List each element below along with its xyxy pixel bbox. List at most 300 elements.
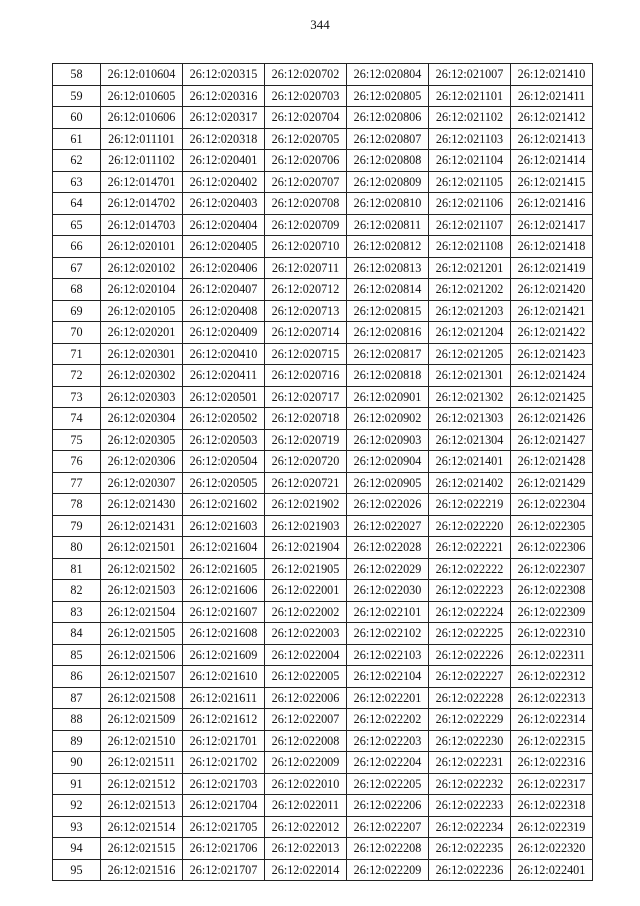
- cadastral-number-cell: 26:12:021702: [183, 752, 265, 774]
- row-number: 92: [53, 795, 101, 817]
- cadastral-number-cell: 26:12:021419: [511, 257, 593, 279]
- cadastral-number-cell: 26:12:020502: [183, 408, 265, 430]
- cadastral-number-cell: 26:12:022310: [511, 623, 593, 645]
- cadastral-number-cell: 26:12:021108: [429, 236, 511, 258]
- cadastral-number-cell: 26:12:022401: [511, 859, 593, 881]
- cadastral-number-cell: 26:12:022318: [511, 795, 593, 817]
- table-row: [53, 773, 593, 795]
- cadastral-number-cell: 26:12:020411: [183, 365, 265, 387]
- row-number: 89: [53, 730, 101, 752]
- cadastral-number-cell: 26:12:020105: [101, 300, 183, 322]
- cadastral-number-cell: 26:12:022207: [347, 816, 429, 838]
- table-row: [53, 107, 593, 129]
- row-number: 58: [53, 64, 101, 86]
- table-row: [53, 279, 593, 301]
- table-row: [53, 472, 593, 494]
- cadastral-number-cell: 26:12:022009: [265, 752, 347, 774]
- cadastral-number-cell: 26:12:020709: [265, 214, 347, 236]
- cadastral-number-cell: 26:12:021603: [183, 515, 265, 537]
- cadastral-number-cell: 26:12:022011: [265, 795, 347, 817]
- cadastral-number-cell: 26:12:021105: [429, 171, 511, 193]
- cadastral-number-cell: 26:12:020401: [183, 150, 265, 172]
- cadastral-number-cell: 26:12:021201: [429, 257, 511, 279]
- row-number: 87: [53, 687, 101, 709]
- table-row: [53, 257, 593, 279]
- cadastral-number-cell: 26:12:022204: [347, 752, 429, 774]
- cadastral-number-cell: 26:12:020807: [347, 128, 429, 150]
- cadastral-number-cell: 26:12:022230: [429, 730, 511, 752]
- table-row: [53, 838, 593, 860]
- cadastral-number-cell: 26:12:022234: [429, 816, 511, 838]
- table-row: [53, 128, 593, 150]
- cadastral-number-cell: 26:12:022004: [265, 644, 347, 666]
- cadastral-number-cell: 26:12:022219: [429, 494, 511, 516]
- cadastral-number-cell: 26:12:022205: [347, 773, 429, 795]
- cadastral-number-cell: 26:12:022012: [265, 816, 347, 838]
- cadastral-number-cell: 26:12:020101: [101, 236, 183, 258]
- row-number: 62: [53, 150, 101, 172]
- cadastral-number-cell: 26:12:021301: [429, 365, 511, 387]
- cadastral-number-cell: 26:12:020720: [265, 451, 347, 473]
- cadastral-number-cell: 26:12:022013: [265, 838, 347, 860]
- cadastral-number-cell: 26:12:021905: [265, 558, 347, 580]
- cadastral-number-cell: 26:12:021501: [101, 537, 183, 559]
- cadastral-number-cell: 26:12:020408: [183, 300, 265, 322]
- cadastral-number-cell: 26:12:021303: [429, 408, 511, 430]
- cadastral-number-cell: 26:12:014703: [101, 214, 183, 236]
- cadastral-number-cell: 26:12:022028: [347, 537, 429, 559]
- cadastral-number-cell: 26:12:021704: [183, 795, 265, 817]
- cadastral-number-cell: 26:12:020718: [265, 408, 347, 430]
- cadastral-number-cell: 26:12:022306: [511, 537, 593, 559]
- row-number: 75: [53, 429, 101, 451]
- cadastral-number-cell: 26:12:010606: [101, 107, 183, 129]
- cadastral-number-cell: 26:12:022305: [511, 515, 593, 537]
- table-row: [53, 494, 593, 516]
- cadastral-number-cell: 26:12:022006: [265, 687, 347, 709]
- row-number: 76: [53, 451, 101, 473]
- cadastral-number-cell: 26:12:021414: [511, 150, 593, 172]
- cadastral-number-cell: 26:12:020505: [183, 472, 265, 494]
- table-row: [53, 859, 593, 881]
- cadastral-number-cell: 26:12:020717: [265, 386, 347, 408]
- cadastral-number-cell: 26:12:011102: [101, 150, 183, 172]
- cadastral-number-cell: 26:12:020405: [183, 236, 265, 258]
- cadastral-number-cell: 26:12:020808: [347, 150, 429, 172]
- cadastral-table: [52, 63, 593, 881]
- cadastral-number-cell: 26:12:021516: [101, 859, 183, 881]
- cadastral-number-cell: 26:12:022313: [511, 687, 593, 709]
- cadastral-number-cell: 26:12:022221: [429, 537, 511, 559]
- cadastral-number-cell: 26:12:021401: [429, 451, 511, 473]
- cadastral-number-cell: 26:12:021510: [101, 730, 183, 752]
- cadastral-number-cell: 26:12:022232: [429, 773, 511, 795]
- cadastral-number-cell: 26:12:014701: [101, 171, 183, 193]
- cadastral-number-cell: 26:12:022103: [347, 644, 429, 666]
- cadastral-number-cell: 26:12:022236: [429, 859, 511, 881]
- cadastral-number-cell: 26:12:020102: [101, 257, 183, 279]
- cadastral-number-cell: 26:12:022026: [347, 494, 429, 516]
- cadastral-number-cell: 26:12:021903: [265, 515, 347, 537]
- cadastral-number-cell: 26:12:020721: [265, 472, 347, 494]
- cadastral-number-cell: 26:12:021420: [511, 279, 593, 301]
- cadastral-number-cell: 26:12:022027: [347, 515, 429, 537]
- row-number: 67: [53, 257, 101, 279]
- cadastral-number-cell: 26:12:021512: [101, 773, 183, 795]
- table-row: [53, 322, 593, 344]
- cadastral-number-cell: 26:12:021430: [101, 494, 183, 516]
- cadastral-number-cell: 26:12:021417: [511, 214, 593, 236]
- cadastral-number-cell: 26:12:022314: [511, 709, 593, 731]
- row-number: 95: [53, 859, 101, 881]
- row-number: 80: [53, 537, 101, 559]
- cadastral-number-cell: 26:12:022208: [347, 838, 429, 860]
- cadastral-number-cell: 26:12:022227: [429, 666, 511, 688]
- cadastral-number-cell: 26:12:020810: [347, 193, 429, 215]
- cadastral-number-cell: 26:12:020902: [347, 408, 429, 430]
- cadastral-number-cell: 26:12:020318: [183, 128, 265, 150]
- table-row: [53, 365, 593, 387]
- cadastral-number-cell: 26:12:021505: [101, 623, 183, 645]
- row-number: 91: [53, 773, 101, 795]
- cadastral-number-cell: 26:12:020905: [347, 472, 429, 494]
- cadastral-number-cell: 26:12:021602: [183, 494, 265, 516]
- cadastral-number-cell: 26:12:022319: [511, 816, 593, 838]
- cadastral-number-cell: 26:12:021421: [511, 300, 593, 322]
- row-number: 85: [53, 644, 101, 666]
- cadastral-number-cell: 26:12:022228: [429, 687, 511, 709]
- table-row: [53, 236, 593, 258]
- page-number: 344: [310, 17, 330, 32]
- cadastral-number-cell: 26:12:021101: [429, 85, 511, 107]
- cadastral-number-cell: 26:12:021902: [265, 494, 347, 516]
- cadastral-number-cell: 26:12:020710: [265, 236, 347, 258]
- cadastral-number-cell: 26:12:022222: [429, 558, 511, 580]
- cadastral-number-cell: 26:12:021205: [429, 343, 511, 365]
- cadastral-number-cell: 26:12:020315: [183, 64, 265, 86]
- cadastral-number-cell: 26:12:020815: [347, 300, 429, 322]
- table-row: [53, 214, 593, 236]
- cadastral-number-cell: 26:12:021609: [183, 644, 265, 666]
- row-number: 77: [53, 472, 101, 494]
- cadastral-number-cell: 26:12:021502: [101, 558, 183, 580]
- cadastral-number-cell: 26:12:020901: [347, 386, 429, 408]
- cadastral-number-cell: 26:12:020201: [101, 322, 183, 344]
- cadastral-number-cell: 26:12:021610: [183, 666, 265, 688]
- row-number: 93: [53, 816, 101, 838]
- table-row: [53, 150, 593, 172]
- cadastral-number-cell: 26:12:020501: [183, 386, 265, 408]
- cadastral-number-cell: 26:12:021302: [429, 386, 511, 408]
- cadastral-number-cell: 26:12:020410: [183, 343, 265, 365]
- cadastral-number-cell: 26:12:020809: [347, 171, 429, 193]
- cadastral-number-cell: 26:12:020303: [101, 386, 183, 408]
- table-row: [53, 644, 593, 666]
- cadastral-number-cell: 26:12:020813: [347, 257, 429, 279]
- cadastral-number-cell: 26:12:014702: [101, 193, 183, 215]
- cadastral-number-cell: 26:12:020504: [183, 451, 265, 473]
- cadastral-number-cell: 26:12:022316: [511, 752, 593, 774]
- cadastral-number-cell: 26:12:021431: [101, 515, 183, 537]
- cadastral-number-cell: 26:12:020302: [101, 365, 183, 387]
- cadastral-number-cell: 26:12:020708: [265, 193, 347, 215]
- cadastral-number-cell: 26:12:022008: [265, 730, 347, 752]
- cadastral-number-cell: 26:12:022223: [429, 580, 511, 602]
- row-number: 78: [53, 494, 101, 516]
- cadastral-number-cell: 26:12:022203: [347, 730, 429, 752]
- row-number: 88: [53, 709, 101, 731]
- row-number: 64: [53, 193, 101, 215]
- cadastral-number-cell: 26:12:022308: [511, 580, 593, 602]
- cadastral-number-cell: 26:12:022209: [347, 859, 429, 881]
- table-row: [53, 752, 593, 774]
- table-row: [53, 515, 593, 537]
- cadastral-number-cell: 26:12:022003: [265, 623, 347, 645]
- cadastral-number-cell: 26:12:022226: [429, 644, 511, 666]
- cadastral-number-cell: 26:12:022231: [429, 752, 511, 774]
- cadastral-number-cell: 26:12:021418: [511, 236, 593, 258]
- table-row: [53, 709, 593, 731]
- cadastral-number-cell: 26:12:020811: [347, 214, 429, 236]
- cadastral-number-cell: 26:12:021304: [429, 429, 511, 451]
- table-row: [53, 558, 593, 580]
- cadastral-number-cell: 26:12:020403: [183, 193, 265, 215]
- cadastral-number-cell: 26:12:022315: [511, 730, 593, 752]
- table-row: [53, 795, 593, 817]
- cadastral-number-cell: 26:12:020702: [265, 64, 347, 86]
- row-number: 71: [53, 343, 101, 365]
- row-number: 65: [53, 214, 101, 236]
- cadastral-number-cell: 26:12:020706: [265, 150, 347, 172]
- table-row: [53, 171, 593, 193]
- cadastral-number-cell: 26:12:021411: [511, 85, 593, 107]
- table-row: [53, 408, 593, 430]
- cadastral-number-cell: 26:12:021416: [511, 193, 593, 215]
- cadastral-number-cell: 26:12:021203: [429, 300, 511, 322]
- cadastral-number-cell: 26:12:021102: [429, 107, 511, 129]
- cadastral-number-cell: 26:12:010604: [101, 64, 183, 86]
- cadastral-number-cell: 26:12:020806: [347, 107, 429, 129]
- cadastral-number-cell: 26:12:021608: [183, 623, 265, 645]
- cadastral-number-cell: 26:12:021422: [511, 322, 593, 344]
- cadastral-number-cell: 26:12:020306: [101, 451, 183, 473]
- cadastral-number-cell: 26:12:022010: [265, 773, 347, 795]
- cadastral-number-cell: 26:12:021428: [511, 451, 593, 473]
- row-number: 59: [53, 85, 101, 107]
- table-row: [53, 687, 593, 709]
- cadastral-number-cell: 26:12:021515: [101, 838, 183, 860]
- cadastral-number-cell: 26:12:020301: [101, 343, 183, 365]
- cadastral-number-cell: 26:12:020104: [101, 279, 183, 301]
- cadastral-number-cell: 26:12:011101: [101, 128, 183, 150]
- row-number: 74: [53, 408, 101, 430]
- cadastral-number-cell: 26:12:021607: [183, 601, 265, 623]
- cadastral-number-cell: 26:12:020713: [265, 300, 347, 322]
- cadastral-number-cell: 26:12:020818: [347, 365, 429, 387]
- cadastral-number-cell: 26:12:021701: [183, 730, 265, 752]
- table-row: [53, 429, 593, 451]
- cadastral-number-cell: 26:12:020804: [347, 64, 429, 86]
- cadastral-number-cell: 26:12:022007: [265, 709, 347, 731]
- cadastral-number-cell: 26:12:020316: [183, 85, 265, 107]
- cadastral-number-cell: 26:12:021106: [429, 193, 511, 215]
- cadastral-number-cell: 26:12:022307: [511, 558, 593, 580]
- row-number: 90: [53, 752, 101, 774]
- cadastral-number-cell: 26:12:020703: [265, 85, 347, 107]
- cadastral-number-cell: 26:12:020704: [265, 107, 347, 129]
- cadastral-number-cell: 26:12:022030: [347, 580, 429, 602]
- table-row: [53, 85, 593, 107]
- cadastral-number-cell: 26:12:020407: [183, 279, 265, 301]
- cadastral-number-cell: 26:12:020712: [265, 279, 347, 301]
- cadastral-number-cell: 26:12:021426: [511, 408, 593, 430]
- cadastral-number-cell: 26:12:021410: [511, 64, 593, 86]
- row-number: 61: [53, 128, 101, 150]
- cadastral-number-cell: 26:12:022104: [347, 666, 429, 688]
- cadastral-number-cell: 26:12:021503: [101, 580, 183, 602]
- cadastral-number-cell: 26:12:020812: [347, 236, 429, 258]
- cadastral-number-cell: 26:12:021204: [429, 322, 511, 344]
- cadastral-number-cell: 26:12:021507: [101, 666, 183, 688]
- row-number: 83: [53, 601, 101, 623]
- cadastral-number-cell: 26:12:020711: [265, 257, 347, 279]
- cadastral-number-cell: 26:12:022101: [347, 601, 429, 623]
- row-number: 70: [53, 322, 101, 344]
- row-number: 82: [53, 580, 101, 602]
- cadastral-number-cell: 26:12:021429: [511, 472, 593, 494]
- table-row: [53, 601, 593, 623]
- cadastral-number-cell: 26:12:020503: [183, 429, 265, 451]
- cadastral-number-cell: 26:12:021705: [183, 816, 265, 838]
- cadastral-number-cell: 26:12:022229: [429, 709, 511, 731]
- cadastral-number-cell: 26:12:020714: [265, 322, 347, 344]
- cadastral-number-cell: 26:12:020305: [101, 429, 183, 451]
- cadastral-number-cell: 26:12:020716: [265, 365, 347, 387]
- cadastral-number-cell: 26:12:021605: [183, 558, 265, 580]
- table-row: [53, 451, 593, 473]
- cadastral-number-cell: 26:12:020304: [101, 408, 183, 430]
- cadastral-number-cell: 26:12:010605: [101, 85, 183, 107]
- table-row: [53, 386, 593, 408]
- row-number: 69: [53, 300, 101, 322]
- cadastral-number-cell: 26:12:020719: [265, 429, 347, 451]
- cadastral-number-cell: 26:12:021606: [183, 580, 265, 602]
- table-body: [53, 64, 593, 881]
- table-row: [53, 193, 593, 215]
- row-number: 68: [53, 279, 101, 301]
- table-row: [53, 537, 593, 559]
- cadastral-number-cell: 26:12:020715: [265, 343, 347, 365]
- cadastral-number-cell: 26:12:021513: [101, 795, 183, 817]
- cadastral-number-cell: 26:12:020307: [101, 472, 183, 494]
- cadastral-number-cell: 26:12:021514: [101, 816, 183, 838]
- cadastral-number-cell: 26:12:021504: [101, 601, 183, 623]
- cadastral-number-cell: 26:12:021707: [183, 859, 265, 881]
- cadastral-number-cell: 26:12:022220: [429, 515, 511, 537]
- row-number: 94: [53, 838, 101, 860]
- table-row: [53, 64, 593, 86]
- cadastral-number-cell: 26:12:022317: [511, 773, 593, 795]
- cadastral-number-cell: 26:12:022304: [511, 494, 593, 516]
- cadastral-number-cell: 26:12:020805: [347, 85, 429, 107]
- cadastral-number-cell: 26:12:022225: [429, 623, 511, 645]
- cadastral-number-cell: 26:12:020705: [265, 128, 347, 150]
- cadastral-number-cell: 26:12:021506: [101, 644, 183, 666]
- cadastral-number-cell: 26:12:020817: [347, 343, 429, 365]
- cadastral-number-cell: 26:12:020707: [265, 171, 347, 193]
- cadastral-number-cell: 26:12:021511: [101, 752, 183, 774]
- cadastral-number-cell: 26:12:021604: [183, 537, 265, 559]
- row-number: 86: [53, 666, 101, 688]
- cadastral-number-cell: 26:12:020814: [347, 279, 429, 301]
- cadastral-number-cell: 26:12:022233: [429, 795, 511, 817]
- cadastral-number-cell: 26:12:021703: [183, 773, 265, 795]
- table-row: [53, 730, 593, 752]
- cadastral-number-cell: 26:12:022224: [429, 601, 511, 623]
- cadastral-number-cell: 26:12:022014: [265, 859, 347, 881]
- table-row: [53, 666, 593, 688]
- cadastral-number-cell: 26:12:022001: [265, 580, 347, 602]
- cadastral-number-cell: 26:12:022029: [347, 558, 429, 580]
- table-row: [53, 580, 593, 602]
- row-number: 73: [53, 386, 101, 408]
- cadastral-number-cell: 26:12:020409: [183, 322, 265, 344]
- cadastral-number-cell: 26:12:022206: [347, 795, 429, 817]
- cadastral-number-cell: 26:12:020317: [183, 107, 265, 129]
- cadastral-number-cell: 26:12:022002: [265, 601, 347, 623]
- cadastral-number-cell: 26:12:022005: [265, 666, 347, 688]
- cadastral-number-cell: 26:12:021202: [429, 279, 511, 301]
- cadastral-number-cell: 26:12:022320: [511, 838, 593, 860]
- cadastral-number-cell: 26:12:020406: [183, 257, 265, 279]
- cadastral-number-cell: 26:12:021007: [429, 64, 511, 86]
- cadastral-number-cell: 26:12:022312: [511, 666, 593, 688]
- cadastral-number-cell: 26:12:021424: [511, 365, 593, 387]
- row-number: 72: [53, 365, 101, 387]
- row-number: 81: [53, 558, 101, 580]
- cadastral-number-cell: 26:12:022202: [347, 709, 429, 731]
- table-row: [53, 300, 593, 322]
- row-number: 79: [53, 515, 101, 537]
- cadastral-number-cell: 26:12:021412: [511, 107, 593, 129]
- cadastral-number-cell: 26:12:020402: [183, 171, 265, 193]
- table-row: [53, 623, 593, 645]
- row-number: 63: [53, 171, 101, 193]
- cadastral-number-cell: 26:12:020816: [347, 322, 429, 344]
- cadastral-number-cell: 26:12:020904: [347, 451, 429, 473]
- cadastral-number-cell: 26:12:021611: [183, 687, 265, 709]
- cadastral-number-cell: 26:12:021413: [511, 128, 593, 150]
- cadastral-number-cell: 26:12:021612: [183, 709, 265, 731]
- table-row: [53, 343, 593, 365]
- cadastral-number-cell: 26:12:021103: [429, 128, 511, 150]
- cadastral-number-cell: 26:12:021107: [429, 214, 511, 236]
- cadastral-number-cell: 26:12:021508: [101, 687, 183, 709]
- cadastral-number-cell: 26:12:022102: [347, 623, 429, 645]
- cadastral-number-cell: 26:12:022201: [347, 687, 429, 709]
- cadastral-number-cell: 26:12:022235: [429, 838, 511, 860]
- cadastral-number-cell: 26:12:022311: [511, 644, 593, 666]
- cadastral-number-cell: 26:12:020404: [183, 214, 265, 236]
- cadastral-number-cell: 26:12:021425: [511, 386, 593, 408]
- cadastral-number-cell: 26:12:021104: [429, 150, 511, 172]
- table-row: [53, 816, 593, 838]
- cadastral-number-cell: 26:12:021402: [429, 472, 511, 494]
- row-number: 60: [53, 107, 101, 129]
- row-number: 84: [53, 623, 101, 645]
- cadastral-number-cell: 26:12:021706: [183, 838, 265, 860]
- cadastral-number-cell: 26:12:020903: [347, 429, 429, 451]
